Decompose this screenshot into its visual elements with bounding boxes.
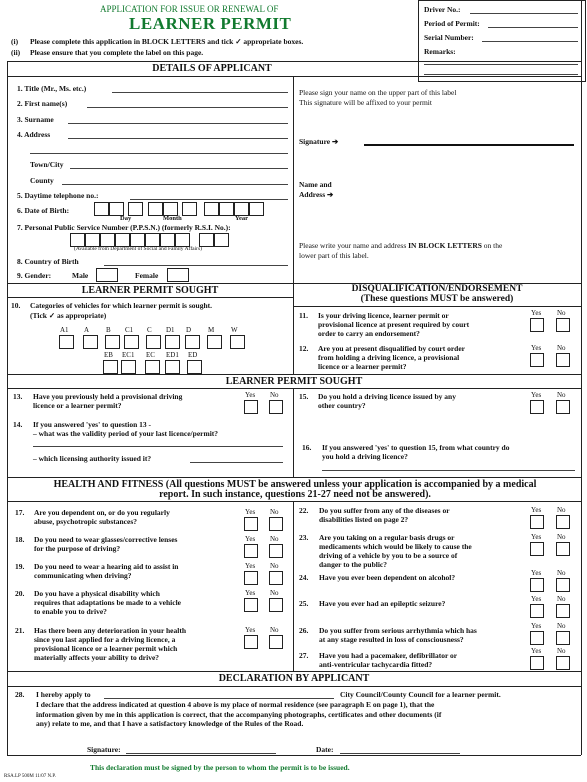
sign-instruction-2: This signature will be affixed to your permit xyxy=(299,98,432,107)
q21-line: Has there been any deterioration in your health xyxy=(34,626,187,635)
q23-no-checkbox[interactable] xyxy=(556,542,570,556)
divider xyxy=(7,61,581,62)
disqualification-subheading: (These questions MUST be answered) xyxy=(360,294,514,304)
declaration-heading: DECLARATION BY APPLICANT xyxy=(218,673,370,684)
q15-no-label: No xyxy=(557,391,566,399)
q15-line: Do you hold a driving licence issued by any xyxy=(318,392,456,401)
q21-text xyxy=(34,626,186,662)
category-label-w: W xyxy=(231,326,238,334)
instruction-number: (ii) xyxy=(11,48,21,57)
q11-no-label: No xyxy=(557,309,566,317)
q14-line: If you answered 'yes' to question 13 - xyxy=(33,420,151,429)
q23-line: driving of a vehicle by you to be a source of xyxy=(319,551,458,560)
dob-year-box-2[interactable] xyxy=(219,202,234,216)
serial-label: Serial Number: xyxy=(424,33,474,42)
q13-line: licence or a learner permit? xyxy=(33,401,122,410)
q19-text xyxy=(34,562,178,580)
name-and-label: Name and xyxy=(299,180,332,189)
q25-yes-checkbox[interactable] xyxy=(530,604,544,618)
ppsn-box[interactable] xyxy=(214,233,229,247)
sign-instruction: Please sign your name on the upper part of this label xyxy=(299,88,457,97)
category-label-a: A xyxy=(84,326,90,334)
q26-no-label: No xyxy=(557,622,566,630)
dob-year-box-4[interactable] xyxy=(249,202,264,216)
q22-line: disabilities listed on page 2? xyxy=(319,515,409,524)
question-number: 21. xyxy=(15,626,25,635)
category-checkbox-b[interactable] xyxy=(105,335,120,349)
q16-line: If you answered 'yes' to question 15, from what country do xyxy=(322,443,510,452)
category-label-a1: A1 xyxy=(60,326,69,334)
category-checkbox-d1[interactable] xyxy=(165,335,180,349)
q14-line: – what was the validity period of your last licence/permit? xyxy=(33,429,219,438)
divider xyxy=(7,76,581,77)
q27-no-checkbox[interactable] xyxy=(556,656,570,670)
q24-no-checkbox[interactable] xyxy=(556,578,570,592)
q17-yes-label: Yes xyxy=(245,508,256,516)
category-checkbox-c1[interactable] xyxy=(124,335,139,349)
q12-no-label: No xyxy=(557,344,566,352)
category-checkbox-ec[interactable] xyxy=(145,360,160,374)
category-label-c: C xyxy=(147,326,152,334)
q15-yes-checkbox[interactable] xyxy=(530,400,544,414)
male-label: Male xyxy=(72,271,89,280)
q24-yes-checkbox[interactable] xyxy=(530,578,544,592)
q18-line: for the purpose of driving? xyxy=(34,544,121,553)
question-number: 18. xyxy=(15,535,25,544)
address-field[interactable] xyxy=(68,138,288,139)
q19-yes-checkbox[interactable] xyxy=(244,571,258,585)
q23-line: danger to the public? xyxy=(319,560,387,569)
q22-text xyxy=(319,506,450,524)
ppsn-box[interactable] xyxy=(115,233,130,247)
q18-yes-checkbox[interactable] xyxy=(244,544,258,558)
category-checkbox-ed1[interactable] xyxy=(165,360,180,374)
question-number: 22. xyxy=(299,506,309,515)
category-checkbox-a1[interactable] xyxy=(59,335,74,349)
declaration-text xyxy=(36,700,576,729)
category-checkbox-d[interactable] xyxy=(185,335,200,349)
q11-line: Is your driving licence, learner permit or xyxy=(318,311,449,320)
q20-no-checkbox[interactable] xyxy=(269,598,283,612)
form-subtitle: APPLICATION FOR ISSUE OR RENEWAL OF xyxy=(100,4,279,14)
q18-no-label: No xyxy=(270,535,279,543)
apply-text: I hereby apply to xyxy=(36,690,91,699)
divider xyxy=(293,306,581,307)
learner-permit-sought-heading-2: LEARNER PERMIT SOUGHT xyxy=(225,376,363,387)
dob-year-box-3[interactable] xyxy=(234,202,249,216)
form-title: LEARNER PERMIT xyxy=(129,14,292,33)
q24-text: Have you ever been dependent on alcohol? xyxy=(319,573,456,582)
q17-no-label: No xyxy=(270,508,279,516)
question-number: 13. xyxy=(13,392,23,401)
category-checkbox-ed[interactable] xyxy=(187,360,202,374)
arrow-right-icon: ➔ xyxy=(327,190,334,199)
q16-text xyxy=(322,443,509,461)
question-number: 16. xyxy=(302,443,312,452)
q11-text xyxy=(318,311,469,338)
signature-line[interactable] xyxy=(364,144,574,146)
first-name-label: 2. First name(s) xyxy=(17,99,68,108)
write-instruction-2: lower part of this label. xyxy=(299,251,369,260)
q23-no-label: No xyxy=(557,533,566,541)
q18-text xyxy=(34,535,177,553)
category-checkbox-m[interactable] xyxy=(207,335,222,349)
question-number: 27. xyxy=(299,651,309,660)
dob-year-box-1[interactable] xyxy=(204,202,219,216)
write-instruction-text: Please write your name and address xyxy=(299,241,407,250)
q19-line: Do you need to wear a hearing aid to assist in xyxy=(34,562,179,571)
q25-yes-label: Yes xyxy=(531,595,542,603)
question-number: 23. xyxy=(299,533,309,542)
q18-yes-label: Yes xyxy=(245,535,256,543)
write-instruction-tail: on the xyxy=(483,241,503,250)
declaration-signature-label: Signature: xyxy=(87,745,121,754)
category-label-b: B xyxy=(106,326,111,334)
q24-no-label: No xyxy=(557,569,566,577)
q18-line: Do you need to wear glasses/corrective lenses xyxy=(34,535,178,544)
divider xyxy=(7,374,581,375)
ppsn-box[interactable] xyxy=(175,233,190,247)
q14-authority-text: – which licensing authority issued it? xyxy=(33,454,152,463)
q25-no-label: No xyxy=(557,595,566,603)
q27-line: Have you had a pacemaker, defibrillator or xyxy=(319,651,458,660)
remarks-field[interactable] xyxy=(424,74,578,75)
column-divider xyxy=(293,76,294,283)
q15-line: other country? xyxy=(318,401,366,410)
female-checkbox[interactable] xyxy=(167,268,189,282)
ppsn-box[interactable] xyxy=(145,233,160,247)
instruction-complete-label: Please ensure that you complete the label on this page. xyxy=(30,48,204,57)
question-number: 28. xyxy=(15,690,25,699)
divider xyxy=(7,501,581,502)
q23-yes-checkbox[interactable] xyxy=(530,542,544,556)
phone-field[interactable] xyxy=(130,199,288,200)
q12-line: from holding a driving licence, a provisional xyxy=(318,353,460,362)
q15-text xyxy=(318,392,456,410)
town-field[interactable] xyxy=(70,168,288,169)
q19-line: communicating when driving? xyxy=(34,571,132,580)
gender-label: 9. Gender: xyxy=(17,271,52,280)
health-heading xyxy=(10,480,580,500)
q12-yes-checkbox[interactable] xyxy=(530,353,544,367)
q13-no-checkbox[interactable] xyxy=(269,400,283,414)
q24-yes-label: Yes xyxy=(531,569,542,577)
q23-text xyxy=(319,533,472,569)
q25-no-checkbox[interactable] xyxy=(556,604,570,618)
period-field[interactable] xyxy=(488,27,578,28)
q17-line: abuse, psychotropic substances? xyxy=(34,517,138,526)
ppsn-box[interactable] xyxy=(199,233,214,247)
question-number: 25. xyxy=(299,599,309,608)
ppsn-box[interactable] xyxy=(160,233,175,247)
category-checkbox-ec1[interactable] xyxy=(121,360,136,374)
q16-line: you hold a driving licence? xyxy=(322,452,408,461)
declaration-line: I declare that the address indicated at question 4 above is my place of normal residence (see paragraph E on page 1), that the xyxy=(36,700,435,709)
q27-text xyxy=(319,651,457,669)
question-number: 20. xyxy=(15,589,25,598)
q21-line: materially affects your ability to drive? xyxy=(34,653,160,662)
q13-yes-checkbox[interactable] xyxy=(244,400,258,414)
q13-no-label: No xyxy=(270,391,279,399)
address-label-right xyxy=(299,190,333,199)
q19-no-label: No xyxy=(270,562,279,570)
council-text: City Council/County Council for a learner permit. xyxy=(340,690,501,699)
column-divider xyxy=(293,388,294,477)
surname-field[interactable] xyxy=(68,123,288,124)
frame-right xyxy=(581,0,582,755)
county-label: County xyxy=(30,176,54,185)
year-caption: Year xyxy=(235,215,248,222)
q23-yes-label: Yes xyxy=(531,533,542,541)
ppsn-label: 7. Personal Public Service Number (P.P.S.N.) (formerly R.S.I. No.): xyxy=(17,223,231,232)
dob-month-box-3[interactable] xyxy=(182,202,197,216)
divider xyxy=(7,477,581,478)
q27-line: anti-ventricular tachycardia fitted? xyxy=(319,660,433,669)
q11-yes-label: Yes xyxy=(531,309,542,317)
q13-yes-label: Yes xyxy=(245,391,256,399)
surname-label: 3. Surname xyxy=(17,115,54,124)
ppsn-box[interactable] xyxy=(100,233,115,247)
health-heading-title: HEALTH AND FITNESS xyxy=(53,479,164,490)
q25-text: Have you ever had an epileptic seizure? xyxy=(319,599,446,608)
remarks-label: Remarks: xyxy=(424,47,456,56)
question-number: 26. xyxy=(299,626,309,635)
category-label-m: M xyxy=(208,326,215,334)
category-checkbox-a[interactable] xyxy=(83,335,98,349)
dob-day-box-1[interactable] xyxy=(94,202,109,216)
q20-yes-label: Yes xyxy=(245,589,256,597)
q12-line: Are you at present disqualified by court order xyxy=(318,344,466,353)
ppsn-box[interactable] xyxy=(85,233,100,247)
dob-month-box-2[interactable] xyxy=(163,202,178,216)
q21-line: provisional licence or a learner permit which xyxy=(34,644,178,653)
month-caption: Month xyxy=(163,215,182,222)
q17-yes-checkbox[interactable] xyxy=(244,517,258,531)
category-label-c1: C1 xyxy=(125,326,134,334)
dob-label: 6. Date of Birth: xyxy=(17,206,70,215)
q22-no-checkbox[interactable] xyxy=(556,515,570,529)
q14-text xyxy=(33,420,218,438)
q14-authority-field[interactable] xyxy=(190,462,283,463)
q17-text xyxy=(34,508,170,526)
q26-yes-checkbox[interactable] xyxy=(530,631,544,645)
question-number: 19. xyxy=(15,562,25,571)
phone-label: 5. Daytime telephone no.: xyxy=(17,191,99,200)
category-checkbox-c[interactable] xyxy=(146,335,161,349)
declaration-line: information given by me in this application is correct, that the accompanying photographs, certificates and other documents (if xyxy=(36,709,442,719)
driver-no-label: Driver No.: xyxy=(424,5,461,14)
address-label: 4. Address xyxy=(17,130,51,139)
q26-no-checkbox[interactable] xyxy=(556,631,570,645)
divider xyxy=(7,755,581,756)
q26-line: at any stage resulted in loss of consciousness? xyxy=(319,635,464,644)
q27-yes-checkbox[interactable] xyxy=(530,656,544,670)
q22-yes-checkbox[interactable] xyxy=(530,515,544,529)
learner-permit-sought-heading: LEARNER PERMIT SOUGHT xyxy=(81,285,219,296)
q21-no-label: No xyxy=(270,626,279,634)
q17-no-checkbox[interactable] xyxy=(269,517,283,531)
declaration-date-field[interactable] xyxy=(340,753,460,754)
q10-tick-instruction: (Tick ✓ as appropriate) xyxy=(30,311,107,320)
q21-no-checkbox[interactable] xyxy=(269,635,283,649)
question-number: 11. xyxy=(299,311,308,320)
category-label-ed1: ED1 xyxy=(166,351,179,359)
ppsn-box[interactable] xyxy=(130,233,145,247)
arrow-right-icon: ➔ xyxy=(332,137,339,146)
write-instruction xyxy=(299,241,502,250)
q20-line: Do you have a physical disability which xyxy=(34,589,160,598)
q11-yes-checkbox[interactable] xyxy=(530,318,544,332)
female-label: Female xyxy=(135,271,159,280)
question-number: 15. xyxy=(299,392,309,401)
q12-no-checkbox[interactable] xyxy=(556,353,570,367)
column-divider xyxy=(293,501,294,671)
dob-month-box-1[interactable] xyxy=(148,202,163,216)
country-of-birth-field[interactable] xyxy=(104,265,288,266)
category-label-d: D xyxy=(186,326,192,334)
q15-no-checkbox[interactable] xyxy=(556,400,570,414)
q23-line: medicaments which would be likely to cause the xyxy=(319,542,472,551)
q19-no-checkbox[interactable] xyxy=(269,571,283,585)
dob-day-box-2[interactable] xyxy=(109,202,124,216)
ppsn-note: (Available from Department of Social and Family Affairs) xyxy=(74,246,202,252)
q22-yes-label: Yes xyxy=(531,506,542,514)
frame-left xyxy=(7,61,8,755)
q11-line: provisional licence at present required by court xyxy=(318,320,470,329)
question-number: 10. xyxy=(11,301,21,310)
q19-yes-label: Yes xyxy=(245,562,256,570)
declaration-signature-field[interactable] xyxy=(126,753,276,754)
divider xyxy=(7,686,581,687)
write-instruction-emphasis: IN BLOCK LETTERS xyxy=(408,241,482,250)
health-heading-note: (All questions MUST be answered unless your application is accompanied by a medical xyxy=(165,479,537,490)
q20-text xyxy=(34,589,181,616)
q14-validity-field[interactable] xyxy=(33,446,283,447)
title-label: 1. Title (Mr., Ms. etc.) xyxy=(17,84,87,93)
q12-text xyxy=(318,344,465,371)
ppsn-box[interactable] xyxy=(70,233,85,247)
question-number: 14. xyxy=(13,420,23,429)
instruction-number: (i) xyxy=(11,37,19,46)
q13-text xyxy=(33,392,182,410)
health-heading-note-2: report. In such instance, questions 21-27 need not be answered). xyxy=(159,489,431,500)
q20-line: to enable you to drive? xyxy=(34,607,107,616)
question-number: 17. xyxy=(15,508,25,517)
council-name-field[interactable] xyxy=(104,698,334,699)
instruction-block-letters: Please complete this application in BLOCK LETTERS and tick ✓ appropriate boxes. xyxy=(30,37,304,46)
q26-line: Do you suffer from serious arrhythmia which has xyxy=(319,626,477,635)
declaration-date-label: Date: xyxy=(316,745,334,754)
county-field[interactable] xyxy=(62,184,288,185)
remarks-field[interactable] xyxy=(424,64,578,65)
category-label-ec: EC xyxy=(146,351,155,359)
q18-no-checkbox[interactable] xyxy=(269,544,283,558)
q17-line: Are you dependent on, or do you regularly xyxy=(34,508,170,517)
category-label-d1: D1 xyxy=(166,326,175,334)
period-label: Period of Permit: xyxy=(424,19,480,28)
first-name-field[interactable] xyxy=(87,107,288,108)
category-checkbox-eb[interactable] xyxy=(103,360,118,374)
title-field[interactable] xyxy=(112,92,288,93)
category-label-ed: ED xyxy=(188,351,198,359)
q23-line: Are you taking on a regular basis drugs or xyxy=(319,533,455,542)
q20-no-label: No xyxy=(270,589,279,597)
signature-text: Signature xyxy=(299,137,331,146)
male-checkbox[interactable] xyxy=(96,268,118,282)
q15-yes-label: Yes xyxy=(531,391,542,399)
category-label-ec1: EC1 xyxy=(122,351,135,359)
category-checkbox-w[interactable] xyxy=(230,335,245,349)
q11-no-checkbox[interactable] xyxy=(556,318,570,332)
question-number: 24. xyxy=(299,573,309,582)
question-number: 12. xyxy=(299,344,309,353)
declaration-line: any) relate to me, and that I have a satisfactory knowledge of the Rules of the Road. xyxy=(36,719,304,728)
driver-no-field[interactable] xyxy=(470,13,578,14)
q12-yes-label: Yes xyxy=(531,344,542,352)
q21-line: since you last applied for a driving licence, a xyxy=(34,635,176,644)
serial-field[interactable] xyxy=(482,41,578,42)
q21-yes-checkbox[interactable] xyxy=(244,635,258,649)
country-of-birth-label: 8. Country of Birth xyxy=(17,257,79,266)
divider xyxy=(7,671,581,672)
q27-no-label: No xyxy=(557,647,566,655)
q20-yes-checkbox[interactable] xyxy=(244,598,258,612)
declaration-footer: This declaration must be signed by the person to whom the permit is to be issued. xyxy=(90,763,350,772)
q26-text xyxy=(319,626,477,644)
q20-line: requires that adaptations be made to a vehicle xyxy=(34,598,182,607)
details-heading: DETAILS OF APPLICANT xyxy=(152,63,272,74)
q12-line: licence or a learner permit? xyxy=(318,362,407,371)
q22-line: Do you suffer from any of the diseases or xyxy=(319,506,450,515)
form-code: RSA.LP 500M 11/07 N.P. xyxy=(4,774,56,779)
address-text: Address xyxy=(299,190,326,199)
q21-yes-label: Yes xyxy=(245,626,256,634)
q10-text: Categories of vehicles for which learner permit is sought. xyxy=(30,301,212,310)
q16-country-field[interactable] xyxy=(322,470,575,471)
day-caption: Day xyxy=(120,215,132,222)
q11-line: order to carry an endorsement? xyxy=(318,329,420,338)
divider xyxy=(7,297,293,298)
q22-no-label: No xyxy=(557,506,566,514)
q26-yes-label: Yes xyxy=(531,622,542,630)
category-label-eb: EB xyxy=(104,351,113,359)
address-field-2[interactable] xyxy=(30,153,288,154)
q13-line: Have you previously held a provisional driving xyxy=(33,392,183,401)
town-label: Town/City xyxy=(30,160,64,169)
disqualification-heading: DISQUALIFICATION/ENDORSEMENT xyxy=(351,284,523,294)
q27-yes-label: Yes xyxy=(531,647,542,655)
signature-label xyxy=(299,137,338,146)
dob-day-box-3[interactable] xyxy=(128,202,143,216)
divider xyxy=(7,388,581,389)
